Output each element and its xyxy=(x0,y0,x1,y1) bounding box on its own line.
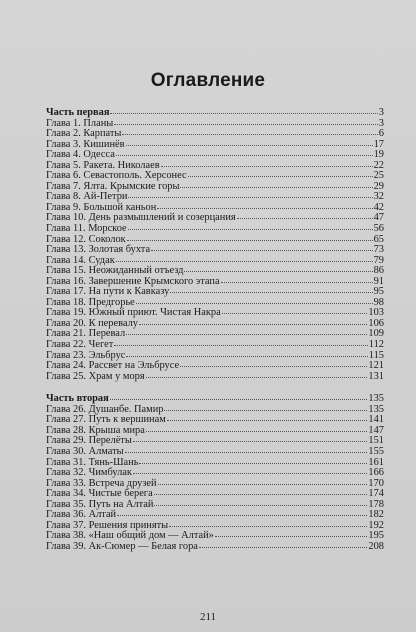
toc-entry-page: 141 xyxy=(368,414,384,426)
toc-entry-label: Глава 21. Перевал xyxy=(46,328,126,340)
toc-entry-page: 208 xyxy=(368,540,384,552)
toc-entry-page: 170 xyxy=(368,477,384,489)
dot-leader xyxy=(188,176,373,177)
toc-entry-label: Глава 23. Эльбрус xyxy=(46,349,126,361)
toc-entry-label: Глава 14. Судак xyxy=(46,254,115,266)
toc-entry-label: Глава 3. Кишинёв xyxy=(46,138,125,150)
toc-entry-page: 56 xyxy=(373,223,384,235)
toc-entry-page: 147 xyxy=(368,424,384,436)
toc-entry-label: Глава 17. На пути к Кавказу xyxy=(46,286,170,298)
toc-part xyxy=(46,108,384,382)
toc-entry-page: 29 xyxy=(373,180,384,192)
dot-leader xyxy=(116,155,373,156)
toc-entry-label: Глава 34. Чистые берега xyxy=(46,488,153,500)
toc-entry-label: Глава 6. Севастополь. Херсонес xyxy=(46,170,187,182)
toc-entry-page: 109 xyxy=(368,328,384,340)
toc-entry-label: Глава 18. Предгорье xyxy=(46,296,135,308)
toc-entry-label: Глава 36. Алтай xyxy=(46,509,117,521)
toc-entry xyxy=(46,340,384,351)
toc-part-heading-page: 135 xyxy=(368,393,384,405)
toc-entry-page: 6 xyxy=(378,128,384,140)
toc-part xyxy=(46,394,384,552)
toc-entry-label: Глава 37. Решения приняты xyxy=(46,519,169,531)
toc-entry-label: Глава 30. Алматы xyxy=(46,445,124,457)
toc-entry-page: 174 xyxy=(368,488,384,500)
toc-entry-page: 65 xyxy=(373,233,384,245)
toc-entry-label: Глава 19. Южный приют. Чистая Накра xyxy=(46,307,221,319)
dot-leader xyxy=(169,526,367,527)
toc-entry-page: 112 xyxy=(368,339,384,351)
dot-leader xyxy=(199,547,368,548)
toc-entry xyxy=(46,542,384,553)
dot-leader xyxy=(125,452,368,453)
dot-leader xyxy=(136,303,373,304)
toc-entry-label: Глава 5. Ракета. Николаев xyxy=(46,159,160,171)
toc-entry-label: Глава 29. Перелёты xyxy=(46,435,132,447)
dot-leader xyxy=(139,324,367,325)
toc-entry-label: Глава 13. Золотая бухта xyxy=(46,244,151,256)
dot-leader xyxy=(170,292,372,293)
dot-leader xyxy=(114,124,378,125)
dot-leader xyxy=(139,463,367,464)
toc-entry-page: 25 xyxy=(373,170,384,182)
dot-leader xyxy=(167,420,368,421)
dot-leader xyxy=(128,197,372,198)
toc-entry-label: Глава 8. Ай-Петри xyxy=(46,191,128,203)
table-of-contents xyxy=(46,108,384,552)
toc-entry-page: 161 xyxy=(368,456,384,468)
toc-entry-page: 19 xyxy=(373,149,384,161)
toc-entry-label: Глава 25. Храм у моря xyxy=(46,370,145,382)
dot-leader xyxy=(157,208,372,209)
toc-entry-label: Глава 2. Карпаты xyxy=(46,128,122,140)
toc-entry-page: 17 xyxy=(373,138,384,150)
dot-leader xyxy=(221,282,373,283)
dot-leader xyxy=(126,334,367,335)
toc-entry xyxy=(46,468,384,479)
toc-entry-label: Глава 26. Душанбе. Памир xyxy=(46,403,164,415)
dot-leader xyxy=(117,515,367,516)
toc-entry-label: Глава 39. Ак-Сюмер — Белая гора xyxy=(46,540,198,552)
toc-entry-page: 98 xyxy=(373,296,384,308)
toc-entry-label: Глава 10. День размышлений и созерцания xyxy=(46,212,236,224)
dot-leader xyxy=(154,494,368,495)
dot-leader xyxy=(164,410,367,411)
toc-entry-page: 86 xyxy=(373,265,384,277)
dot-leader xyxy=(215,536,368,537)
toc-entry-label: Глава 38. «Наш общий дом — Алтай» xyxy=(46,530,214,542)
toc-entry-page: 115 xyxy=(368,349,384,361)
toc-entry-page: 22 xyxy=(373,159,384,171)
toc-entry-label: Глава 1. Планы xyxy=(46,117,114,129)
toc-entry-page: 106 xyxy=(368,317,384,329)
toc-entry-page: 135 xyxy=(368,403,384,415)
toc-entry-page: 151 xyxy=(368,435,384,447)
toc-entry-label: Глава 35. Путь на Алтай xyxy=(46,498,154,510)
dot-leader xyxy=(184,271,372,272)
toc-entry-label: Глава 20. К перевалу xyxy=(46,317,138,329)
toc-entry-label: Глава 11. Морское xyxy=(46,223,127,235)
toc-entry-label: Глава 24. Рассвет на Эльбрусе xyxy=(46,360,180,372)
dot-leader xyxy=(110,399,368,400)
dot-leader xyxy=(158,484,368,485)
toc-entry-page: 47 xyxy=(373,212,384,224)
toc-entry-page: 131 xyxy=(368,370,384,382)
dot-leader xyxy=(133,441,368,442)
toc-entry-page: 155 xyxy=(368,445,384,457)
page-title: Оглавление xyxy=(150,70,266,91)
toc-part-heading xyxy=(46,108,384,119)
toc-entry-page: 95 xyxy=(373,286,384,298)
dot-leader xyxy=(237,218,373,219)
toc-entry-page: 195 xyxy=(368,530,384,542)
dot-leader xyxy=(222,313,368,314)
toc-entry-page: 79 xyxy=(373,254,384,266)
toc-entry-label: Глава 33. Встреча друзей xyxy=(46,477,157,489)
dot-leader xyxy=(133,473,367,474)
dot-leader xyxy=(146,431,368,432)
toc-part-heading-page: 3 xyxy=(378,107,384,118)
toc-entry-page: 3 xyxy=(378,117,384,129)
toc-entry-label: Глава 32. Чимбулак xyxy=(46,467,132,479)
dot-leader xyxy=(122,134,377,135)
dot-leader xyxy=(151,250,373,251)
dot-leader xyxy=(180,366,367,367)
page-number: 211 xyxy=(199,611,217,623)
toc-entry-page: 91 xyxy=(373,275,384,287)
toc-entry-page: 178 xyxy=(368,498,384,510)
dot-leader xyxy=(110,113,377,114)
toc-entry-label: Глава 31. Тянь-Шань xyxy=(46,456,139,468)
toc-entry xyxy=(46,372,384,383)
dot-leader xyxy=(126,145,373,146)
toc-part-heading-label: Часть первая xyxy=(46,107,110,118)
toc-entry-page: 73 xyxy=(373,244,384,256)
toc-entry-label: Глава 9. Большой каньон xyxy=(46,201,157,213)
toc-entry-page: 192 xyxy=(368,519,384,531)
toc-entry-label: Глава 16. Завершение Крымского этапа xyxy=(46,275,220,287)
toc-entry xyxy=(46,447,384,458)
toc-entry-page: 103 xyxy=(368,307,384,319)
dot-leader xyxy=(154,505,367,506)
toc-entry-label: Глава 28. Крыша мира xyxy=(46,424,145,436)
dot-leader xyxy=(128,229,373,230)
toc-entry-page: 32 xyxy=(373,191,384,203)
toc-entry-page: 182 xyxy=(368,509,384,521)
toc-entry-page: 121 xyxy=(368,360,384,372)
dot-leader xyxy=(116,261,373,262)
dot-leader xyxy=(146,377,368,378)
dot-leader xyxy=(127,240,373,241)
toc-entry-label: Глава 15. Неожиданный отъезд xyxy=(46,265,184,277)
toc-entry-label: Глава 22. Чегет xyxy=(46,339,114,351)
toc-entry-label: Глава 27. Путь к вершинам xyxy=(46,414,166,426)
dot-leader xyxy=(180,187,372,188)
toc-entry-label: Глава 4. Одесса xyxy=(46,149,115,161)
toc-entry-label: Глава 12. Соколок xyxy=(46,233,126,245)
toc-part-heading-label: Часть вторая xyxy=(46,393,109,405)
dot-leader xyxy=(161,166,373,167)
toc-entry-page: 166 xyxy=(368,467,384,479)
toc-entry-page: 42 xyxy=(373,201,384,213)
dot-leader xyxy=(114,345,368,346)
toc-entry-label: Глава 7. Ялта. Крымские горы xyxy=(46,180,180,192)
toc-entry xyxy=(46,224,384,235)
dot-leader xyxy=(126,356,367,357)
